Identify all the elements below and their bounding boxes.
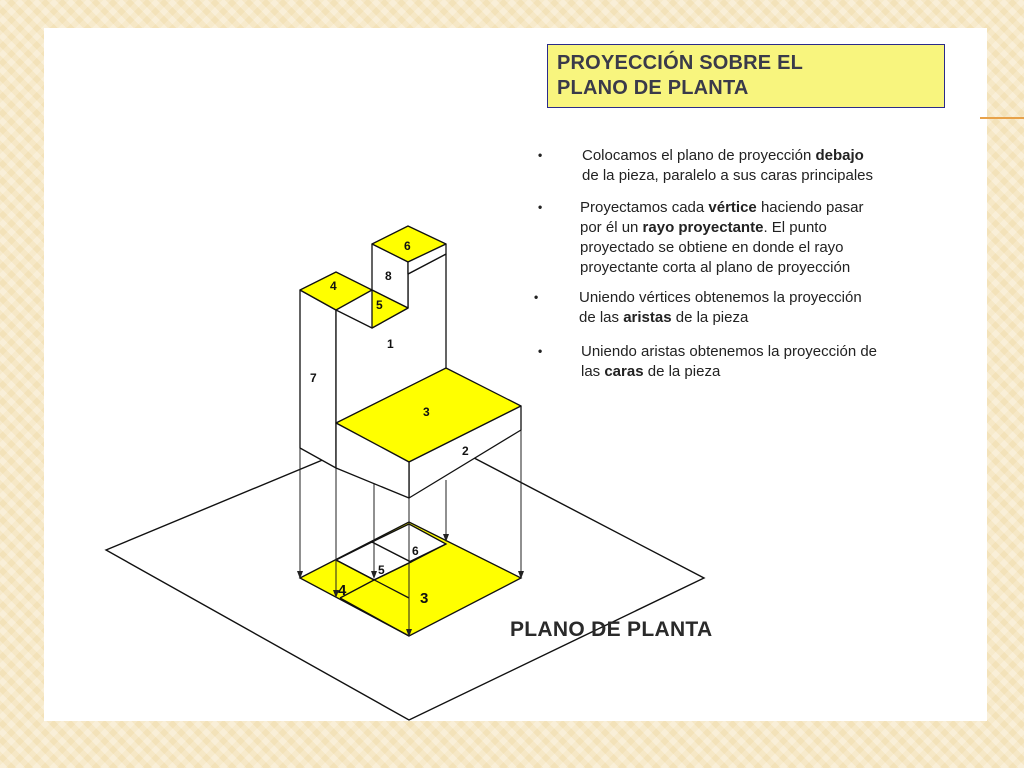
proj-label-4: 4 [338, 582, 347, 599]
bullet-line: las caras de la pieza [581, 363, 721, 380]
title-line-2: PLANO DE PLANTA [557, 77, 749, 99]
accent-line [980, 117, 1024, 119]
bold-term: vértice [708, 199, 757, 216]
face-label-5: 5 [376, 298, 383, 312]
face-label-7: 7 [310, 371, 317, 385]
bold-term: rayo proyectante [642, 219, 764, 236]
plane-label: PLANO DE PLANTA [510, 618, 713, 641]
face-label-1: 1 [387, 337, 394, 351]
face-label-4: 4 [330, 279, 337, 293]
bullet-marker: • [538, 200, 543, 214]
bullet-line: Proyectamos cada vértice haciendo pasar [580, 199, 864, 216]
bullet-line: proyectante corta al plano de proyección [580, 259, 851, 276]
face-label-6: 6 [404, 239, 411, 253]
bold-term: aristas [623, 309, 672, 326]
bullet-line: de la pieza, paralelo a sus caras principales [582, 167, 873, 184]
face-label-2: 2 [462, 444, 469, 458]
bullet-line: Uniendo vértices obtenemos la proyección [579, 289, 862, 306]
proj-label-5: 5 [378, 563, 385, 577]
bullet-line: Uniendo aristas obtenemos la proyección de [581, 343, 878, 360]
proj-label-6: 6 [412, 544, 419, 558]
piece-3d [300, 226, 521, 498]
slide [44, 28, 987, 721]
bold-term: debajo [815, 147, 864, 164]
bullet-line: por él un rayo proyectante. El punto [580, 219, 827, 236]
face-7 [300, 290, 336, 468]
bullet-marker: • [538, 148, 543, 162]
face-label-3: 3 [423, 405, 430, 419]
bullet-line: Colocamos el plano de proyección debajo [582, 147, 864, 164]
bullet-line: proyectado se obtiene en donde el rayo [580, 239, 844, 256]
title-line-1: PROYECCIÓN SOBRE EL [557, 52, 804, 74]
bullet-marker: • [538, 344, 543, 358]
bullet-line: de las aristas de la pieza [579, 309, 749, 326]
bullet-marker: • [534, 290, 539, 304]
bold-term: caras [604, 363, 644, 380]
face-label-8: 8 [385, 269, 392, 283]
proj-label-3: 3 [420, 590, 429, 607]
